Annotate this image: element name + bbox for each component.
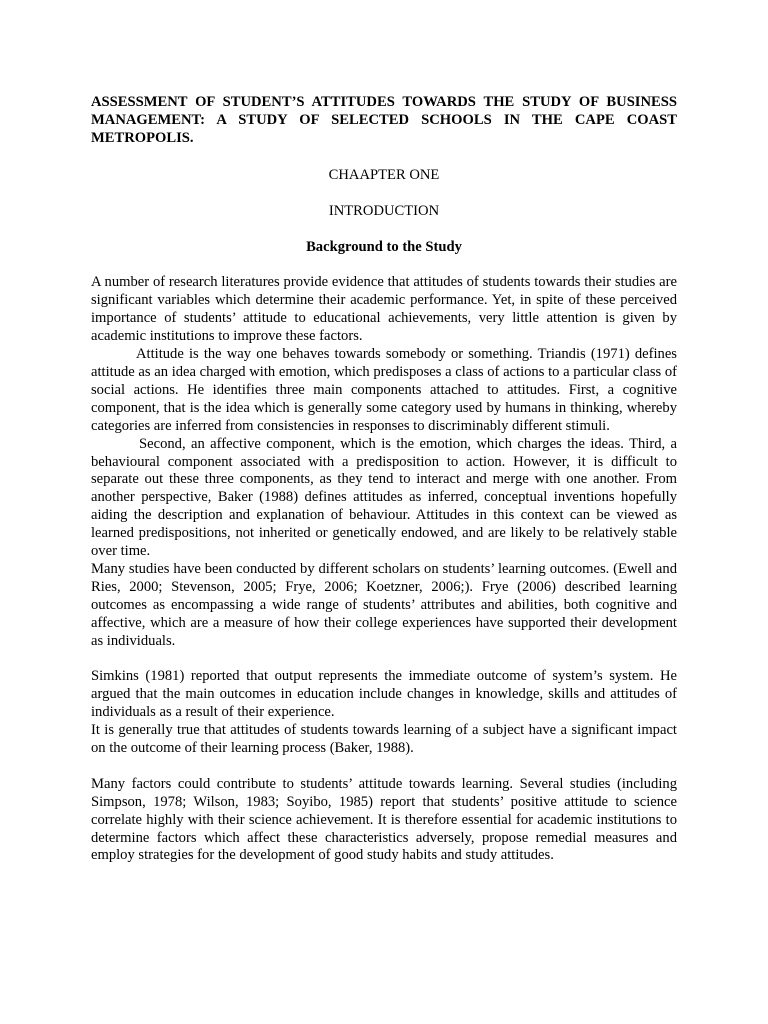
- paragraph-1: A number of research literatures provide evidence that attitudes of students towards their studies are significant variables which determine their academic performance. Yet, in spite of these perceived importance of students’ attitude to educational achievements, very little attention is given by academic institutions to improve these factors.: [91, 274, 677, 345]
- document-title: ASSESSMENT OF STUDENT’S ATTITUDES TOWARDS THE STUDY OF BUSINESS MANAGEMENT: A STUDY OF SELECTED SCHOOLS IN THE CAPE COAST METROPOLIS.: [91, 94, 677, 146]
- paragraph-5: Simkins (1981) reported that output represents the immediate outcome of system’s system. He argued that the main outcomes in education include changes in knowledge, skills and attitudes of individuals as a result of their experience.: [91, 668, 677, 721]
- section-heading: Background to the Study: [306, 238, 462, 255]
- paragraph-6: It is generally true that attitudes of students towards learning of a subject have a significant impact on the outcome of their learning process (Baker, 1988).: [91, 722, 677, 756]
- paragraph-3: Second, an affective component, which is the emotion, which charges the ideas. Third, a behavioural component associated with a predisposition to action. However, it is difficult to separate out these three components, as they tend to interact and merge with one another. From another perspective, Baker (1988) defines attitudes as inferred, conceptual inventions hopefully aiding the description and explanation of behaviour. Attitudes in this context can be viewed as learned predispositions, not inherited or genetically endowed, and are likely to be relatively stable over time.: [91, 435, 677, 560]
- paragraph-2: Attitude is the way one behaves towards somebody or something. Triandis (1971) defines attitude as an idea charged with emotion, which predisposes a class of actions to a particular class of social actions. He identifies three main components attached to attitudes. First, a cognitive component, that is the idea which is generally some category used by humans in thinking, whereby categories are inferred from consistencies in responses to discriminably different stimuli.: [91, 346, 677, 434]
- chapter-label: CHAAPTER ONE: [328, 166, 440, 183]
- document-body: [91, 94, 677, 865]
- paragraph-4: Many studies have been conducted by different scholars on students’ learning outcomes. (Ewell and Ries, 2000; Stevenson, 2005; Frye, 2006; Koetzner, 2006;). Frye (2006) described learning outcomes as encompassing a wide range of students’ attributes and abilities, both cognitive and affective, which are a measure of how their college experiences have supported their development as individuals.: [91, 560, 677, 649]
- chapter-title: INTRODUCTION: [328, 202, 440, 219]
- paragraph-7: Many factors could contribute to students’ attitude towards learning. Several studies (including Simpson, 1978; Wilson, 1983; Soyibo, 1985) report that students’ positive attitude to science correlate highly with their science achievement. It is therefore essential for academic institutions to determine factors which affect these characteristics adversely, propose remedial measures and employ strategies for the development of good study habits and study attitudes.: [91, 775, 677, 864]
